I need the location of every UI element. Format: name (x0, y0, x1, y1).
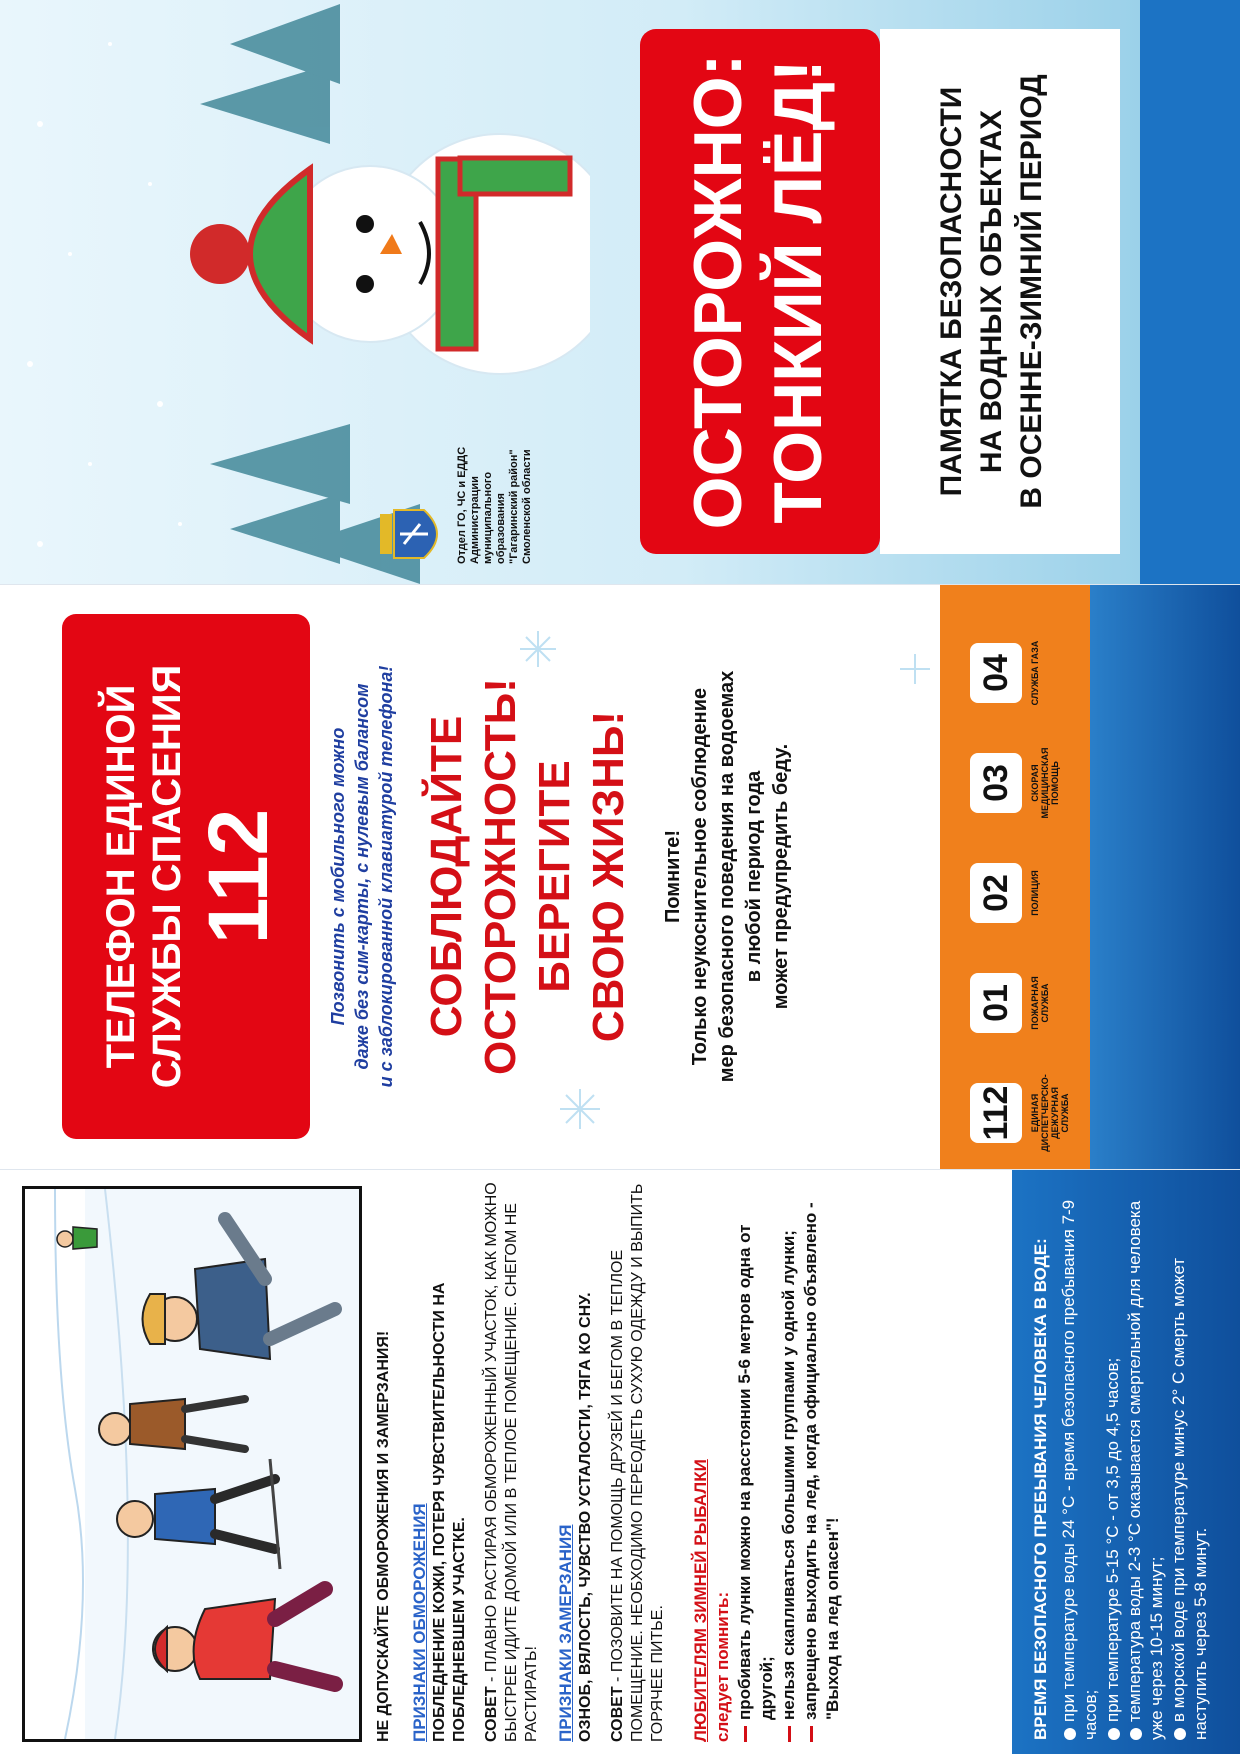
fishing-item (734, 1182, 778, 1742)
bullet-dot (1174, 1728, 1186, 1740)
frostbite-text: ПОБЛЕДНЕНИЕ КОЖИ, ПОТЕРЯ ЧУВСТВИТЕЛЬНОСТИ НА ПОБЛЕДНЕВШЕМ УЧАСТКЕ. (431, 1282, 468, 1742)
number-04-label: СЛУЖБА ГАЗА (1030, 640, 1040, 706)
fishing-section (690, 1182, 844, 1742)
organization-line: "Гагаринский район" (508, 449, 520, 564)
safe-time-item (1102, 1185, 1124, 1740)
freezing-section (556, 1182, 596, 1742)
slogan-line: СВОЮ ЖИЗНЬ! (584, 710, 633, 1043)
organization-line: образования (495, 493, 507, 564)
safe-time-item (1168, 1185, 1212, 1740)
rescue-phone-card (62, 614, 310, 1139)
slogan-line: ОСТОРОЖНОСТЬ! (476, 678, 525, 1075)
freezing-advice (608, 1182, 668, 1742)
slogan-block (420, 594, 636, 1159)
bullet-dot (1064, 1728, 1076, 1740)
fishing-item-text: пробивать лунки можно на расстоянии 5-6 метров одна от другой; (735, 1224, 776, 1720)
safe-time-item (1058, 1185, 1102, 1740)
safe-time-band (1012, 1169, 1240, 1754)
headline-line2: ТОНКИЙ ЛЁД! (760, 59, 836, 524)
frostbite-heading: ПРИЗНАКИ ОБМОРОЖЕНИЯ (410, 1503, 429, 1742)
memo-line: НА ВОДНЫХ ОБЪЕКТАХ (975, 109, 1008, 474)
memo-line: ПАМЯТКА БЕЗОПАСНОСТИ (935, 86, 968, 497)
middle-panel (0, 584, 1240, 1169)
fishing-item-text: нельзя скапливаться большими группами у одной лунки; (779, 1230, 798, 1720)
emergency-numbers-band (940, 584, 1090, 1169)
headline-line1: ОСТОРОЖНО: (680, 53, 756, 530)
dash-marker (810, 1726, 813, 1742)
remember-line: может предупредить беду. (770, 743, 792, 1010)
frostbite-advice-text: - ПЛАВНО РАСТИРАЯ ОБМОРОЖЕННЫЙ УЧАСТОК, КАК МОЖНО БЫСТРЕЕ ИДИТЕ ДОМОЙ ИЛИ В ТЕПЛОЕ ПОМЕЩЕНИЕ. СНЕГОМ НЕ РАСТИРАТЬ! (483, 1182, 540, 1742)
memo-block (880, 29, 1120, 554)
safe-time-heading: ВРЕМЯ БЕЗОПАСНОГО ПРЕБЫВАНИЯ ЧЕЛОВЕКА В ВОДЕ: (1031, 1238, 1050, 1740)
headline-card (640, 29, 880, 554)
remember-block (660, 604, 795, 1149)
mobile-note-line: Позвонить с мобильного можно (328, 727, 348, 1026)
number-02-box: 02 (970, 863, 1022, 923)
number-03-box: 03 (970, 753, 1022, 813)
fishing-heading: ЛЮБИТЕЛЯМ ЗИМНЕЙ РЫБАЛКИ (691, 1459, 710, 1742)
number-01-box: 01 (970, 973, 1022, 1033)
remember-line: мер безопасного поведения на водоемах (716, 670, 738, 1083)
organization-line: Смоленской области (521, 449, 533, 564)
fishing-subheading: следует помнить: (713, 1591, 732, 1742)
freezing-text: ОЗНОБ, ВЯЛОСТЬ, ЧУВСТВО УСТАЛОСТИ, ТЯГА КО СНУ. (577, 1292, 594, 1742)
frostbite-advice (482, 1182, 542, 1742)
slogan-line: СОБЛЮДАЙТЕ (422, 715, 471, 1038)
fishing-item (800, 1182, 844, 1742)
mobile-note-line: даже без сим-карты, с нулевым балансом (352, 683, 372, 1070)
safe-time-item-text: температура воды 2-3 °С оказывается смертельной для человека уже через 10-15 минут; (1125, 1200, 1166, 1740)
freezing-heading: ПРИЗНАКИ ЗАМЕРЗАНИЯ (556, 1524, 575, 1742)
middle-blue-band (1090, 584, 1240, 1169)
freezing-advice-label: СОВЕТ (609, 1686, 626, 1742)
organization-line: Администрации (469, 476, 481, 564)
frostbite-advice-label: СОВЕТ (483, 1686, 500, 1742)
number-112-box: 112 (970, 1083, 1022, 1143)
skaters-illustration (22, 1186, 362, 1742)
coat-of-arms (380, 424, 455, 564)
distant-skater-figure (57, 1227, 97, 1249)
bullet-dot (1108, 1728, 1120, 1740)
slogan-line: БЕРЕГИТЕ (530, 760, 579, 993)
dash-marker (744, 1726, 747, 1742)
remember-line: Только неукоснительное соблюдение (689, 687, 711, 1066)
number-02-label: ПОЛИЦИЯ (1030, 870, 1040, 916)
organization-block (456, 424, 534, 564)
coat-of-arms-icon (380, 504, 450, 564)
mobile-note (326, 604, 398, 1149)
number-04-box: 04 (970, 643, 1022, 703)
snowman-illustration (170, 64, 590, 444)
fishing-item-text: запрещено выходить на лед, когда официально объявлено - "Выход на лед опасен"! (801, 1202, 842, 1720)
safe-time-item-text: при температуре 5-15 °С - от 3,5 до 4,5 часов; (1103, 1357, 1122, 1722)
fishing-item (778, 1182, 800, 1742)
organization-line: муниципального (482, 471, 494, 564)
left-panel (0, 1169, 1240, 1754)
warning-text: НЕ ДОПУСКАЙТЕ ОБМОРОЖЕНИЯ И ЗАМЕРЗАНИЯ! (375, 1330, 392, 1742)
rescue-card-line1: ТЕЛЕФОН ЕДИНОЙ (99, 684, 143, 1069)
safe-time-block (1030, 1185, 1212, 1740)
number-03-label: СКОРАЯ МЕДИЦИНСКАЯ ПОМОЩЬ (1030, 747, 1060, 819)
remember-line: в любой период года (743, 770, 765, 983)
safe-time-item (1124, 1185, 1168, 1740)
dash-marker (788, 1726, 791, 1742)
safe-time-item-text: в морской воде при температуре минус 2° С смерть может наступить через 5-8 минут. (1169, 1257, 1210, 1740)
safe-time-item-text: при температуре воды 24 °С - время безопасного пребывания 7-9 часов; (1059, 1199, 1100, 1740)
number-01-label: ПОЖАРНАЯ СЛУЖБА (1030, 976, 1050, 1030)
mobile-note-line: и с заблокированной клавиатурой телефона! (376, 665, 396, 1088)
organization-line: Отдел ГО, ЧС и ЕДДС (456, 446, 468, 564)
memo-line: В ОСЕННЕ-ЗИМНИЙ ПЕРИОД (1015, 74, 1048, 509)
remember-heading: Помните! (662, 829, 684, 924)
skaters-illustration-svg (25, 1189, 359, 1739)
rescue-card-line2: СЛУЖБЫ СПАСЕНИЯ (145, 664, 189, 1089)
bullet-dot (1130, 1728, 1142, 1740)
number-112-label: ЕДИНАЯ ДИСПЕТЧЕРСКО-ДЕЖУРНАЯ СЛУЖБА (1030, 1074, 1070, 1152)
cover-panel (0, 0, 1240, 584)
freezing-advice-text: - ПОЗОВИТЕ НА ПОМОЩЬ ДРУЗЕЙ И БЕГОМ В ТЕПЛОЕ ПОМЕЩЕНИЕ. НЕОБХОДИМО ПЕРЕОДЕТЬ СУХУЮ ОДЕЖДУ И ВЫПИТЬ ГОРЯЧЕЕ ПИТЬЕ. (609, 1183, 666, 1742)
rescue-phone-number: 112 (191, 808, 285, 945)
frostbite-section (410, 1182, 470, 1742)
